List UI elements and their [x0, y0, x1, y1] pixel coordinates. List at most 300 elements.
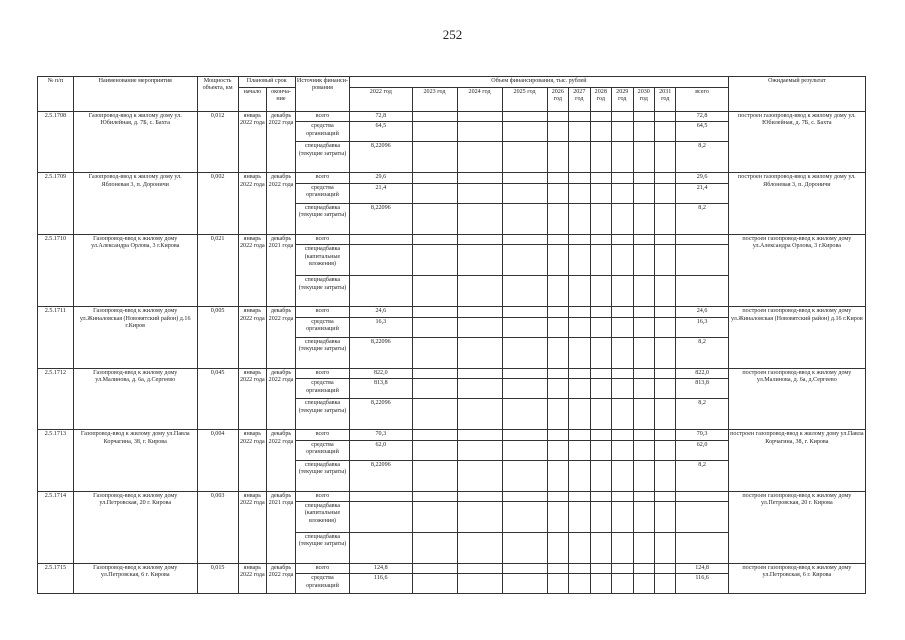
event-name: Газопровод-ввод к жилому дому ул. Юбилейная, д. 7Б, с. Бахта — [73, 112, 197, 173]
event-name: Газопровод-ввод к жилому дому ул.Жиналовская (Нововятский район) д.16 г.Киров — [73, 307, 197, 368]
expected-result: построен газопровод-ввод к жилому дому ул.Жиналовская (Нововятский район) д.16 г.Киров — [728, 307, 865, 368]
amount-cell — [457, 563, 502, 573]
table-row — [38, 430, 866, 440]
term-start: январь 2022 года — [238, 112, 267, 173]
amount-cell — [590, 379, 611, 399]
event-name: Газопровод-ввод к жилому дому ул.Петровская, 20 г. Кирова — [73, 491, 197, 563]
term-end: декабрь 2022 года — [267, 563, 296, 593]
amount-cell — [412, 440, 457, 460]
amount-cell — [569, 203, 590, 234]
amount-cell — [457, 501, 502, 532]
amount-2022: 70,3 — [350, 430, 412, 440]
amount-cell — [502, 183, 547, 203]
amount-total: 8,2 — [676, 460, 728, 491]
amount-2022: 8,22096 — [350, 337, 412, 368]
row-number: 2.5.1711 — [38, 307, 74, 368]
amount-2022: 116,6 — [350, 574, 412, 594]
amount-total: 72,8 — [676, 112, 728, 122]
amount-cell — [590, 183, 611, 203]
header-year: 2024 год — [457, 88, 502, 112]
amount-cell — [412, 183, 457, 203]
capacity-value: 0,012 — [197, 112, 238, 173]
amount-cell — [457, 460, 502, 491]
amount-total: 29,6 — [676, 173, 728, 183]
table-row — [38, 563, 866, 573]
amount-cell — [502, 440, 547, 460]
funding-source: спецнадбавка (капитальные вложения) — [295, 501, 349, 532]
amount-cell — [633, 430, 654, 440]
amount-cell — [502, 491, 547, 501]
amount-cell — [590, 337, 611, 368]
amount-cell — [412, 532, 457, 563]
amount-cell — [569, 337, 590, 368]
amount-cell — [547, 501, 568, 532]
amount-cell — [633, 122, 654, 142]
amount-total: 8,2 — [676, 203, 728, 234]
header-source: Источник финанси-рования — [295, 77, 349, 112]
amount-cell — [654, 122, 675, 142]
amount-cell — [569, 379, 590, 399]
header-term-end: оконча-ние — [267, 88, 296, 112]
amount-cell — [412, 491, 457, 501]
amount-cell — [457, 430, 502, 440]
amount-cell — [569, 317, 590, 337]
amount-cell — [654, 491, 675, 501]
amount-total: 70,3 — [676, 430, 728, 440]
amount-cell — [412, 276, 457, 307]
amount-cell — [612, 183, 633, 203]
amount-total — [676, 245, 728, 276]
header-capacity: Мощность объекта, км — [197, 77, 238, 112]
amount-cell — [547, 574, 568, 594]
header-year: 2028 год — [590, 88, 611, 112]
amount-cell — [569, 491, 590, 501]
amount-cell — [654, 440, 675, 460]
row-number: 2.5.1714 — [38, 491, 74, 563]
amount-cell — [590, 122, 611, 142]
amount-cell — [590, 112, 611, 122]
funding-source: всего — [295, 234, 349, 244]
amount-cell — [590, 491, 611, 501]
amount-cell — [412, 430, 457, 440]
amount-cell — [633, 379, 654, 399]
amount-2022: 8,22096 — [350, 203, 412, 234]
amount-cell — [633, 173, 654, 183]
row-number: 2.5.1715 — [38, 563, 74, 593]
amount-cell — [569, 501, 590, 532]
capacity-value: 0,002 — [197, 173, 238, 234]
amount-cell — [612, 460, 633, 491]
amount-cell — [654, 460, 675, 491]
amount-cell — [654, 234, 675, 244]
amount-cell — [612, 563, 633, 573]
amount-cell — [457, 574, 502, 594]
amount-cell — [457, 491, 502, 501]
funding-source: спецнадбавка (текущие затраты) — [295, 399, 349, 430]
amount-cell — [457, 203, 502, 234]
header-term-start: начало — [238, 88, 267, 112]
amount-2022: 16,3 — [350, 317, 412, 337]
amount-cell — [590, 460, 611, 491]
amount-cell — [502, 574, 547, 594]
amount-2022: 21,4 — [350, 183, 412, 203]
amount-cell — [457, 173, 502, 183]
funding-source: всего — [295, 430, 349, 440]
amount-cell — [547, 245, 568, 276]
expected-result: построен газопровод-ввод к жилому дому ул.Малинова, д. 6а, д.Сергеево — [728, 368, 865, 429]
amount-2022 — [350, 501, 412, 532]
amount-cell — [569, 399, 590, 430]
funding-source: всего — [295, 368, 349, 378]
amount-cell — [612, 142, 633, 173]
amount-cell — [547, 440, 568, 460]
amount-cell — [547, 203, 568, 234]
amount-2022: 64,5 — [350, 122, 412, 142]
amount-cell — [612, 337, 633, 368]
amount-cell — [654, 574, 675, 594]
amount-total — [676, 501, 728, 532]
funding-source: всего — [295, 563, 349, 573]
amount-cell — [633, 563, 654, 573]
amount-2022: 62,0 — [350, 440, 412, 460]
amount-cell — [412, 379, 457, 399]
amount-cell — [547, 430, 568, 440]
table-row — [38, 173, 866, 183]
amount-cell — [612, 234, 633, 244]
amount-cell — [569, 112, 590, 122]
amount-cell — [547, 399, 568, 430]
amount-cell — [633, 276, 654, 307]
amount-cell — [654, 317, 675, 337]
header-year: 2022 год — [350, 88, 412, 112]
amount-cell — [654, 112, 675, 122]
amount-cell — [502, 122, 547, 142]
header-funding: Объем финансирования, тыс. рублей — [350, 77, 729, 88]
header-total: всего — [676, 88, 728, 112]
amount-cell — [502, 563, 547, 573]
amount-total — [676, 491, 728, 501]
amount-cell — [547, 183, 568, 203]
term-start: январь 2022 года — [238, 430, 267, 491]
funding-source: всего — [295, 307, 349, 317]
amount-cell — [590, 234, 611, 244]
amount-cell — [612, 430, 633, 440]
amount-cell — [654, 379, 675, 399]
amount-cell — [612, 112, 633, 122]
amount-cell — [633, 317, 654, 337]
amount-cell — [590, 276, 611, 307]
amount-cell — [612, 368, 633, 378]
amount-cell — [547, 142, 568, 173]
amount-cell — [457, 337, 502, 368]
amount-cell — [547, 491, 568, 501]
amount-cell — [569, 307, 590, 317]
amount-cell — [502, 203, 547, 234]
event-name: Газопровод-ввод к жилому дому ул.Павла Корчагина, 38, г. Кирова — [73, 430, 197, 491]
amount-cell — [612, 317, 633, 337]
expected-result: построен газопровод-ввод к жилому дому ул.Петровская, 20 г. Кирова — [728, 491, 865, 563]
amount-cell — [502, 399, 547, 430]
funding-source: средства организаций — [295, 317, 349, 337]
amount-cell — [612, 122, 633, 142]
funding-source: всего — [295, 112, 349, 122]
amount-total: 124,8 — [676, 563, 728, 573]
amount-2022: 124,8 — [350, 563, 412, 573]
event-name: Газопровод-ввод к жилому дому ул.Александра Орлова, 3 г.Кирова — [73, 234, 197, 306]
amount-cell — [457, 245, 502, 276]
capacity-value: 0,005 — [197, 307, 238, 368]
term-start: январь 2022 года — [238, 563, 267, 593]
amount-cell — [412, 245, 457, 276]
amount-cell — [654, 276, 675, 307]
amount-cell — [654, 532, 675, 563]
term-end: декабрь 2021 года — [267, 491, 296, 563]
event-name: Газопровод-ввод к жилому дому ул. Яблоневая 3, п. Дороничи — [73, 173, 197, 234]
term-end: декабрь 2022 года — [267, 112, 296, 173]
amount-total: 822,0 — [676, 368, 728, 378]
amount-cell — [654, 183, 675, 203]
amount-cell — [569, 276, 590, 307]
amount-cell — [612, 440, 633, 460]
table-row — [38, 491, 866, 501]
amount-cell — [547, 368, 568, 378]
amount-cell — [412, 234, 457, 244]
row-number: 2.5.1709 — [38, 173, 74, 234]
amount-cell — [412, 501, 457, 532]
amount-2022 — [350, 234, 412, 244]
amount-cell — [457, 317, 502, 337]
amount-cell — [569, 183, 590, 203]
amount-cell — [547, 234, 568, 244]
funding-source: средства организаций — [295, 440, 349, 460]
event-name: Газопровод-ввод к жилому дому ул.Малинова, д. 6а, д.Сергеево — [73, 368, 197, 429]
amount-cell — [633, 491, 654, 501]
term-start: январь 2022 года — [238, 307, 267, 368]
row-number: 2.5.1713 — [38, 430, 74, 491]
term-start: январь 2022 года — [238, 173, 267, 234]
amount-cell — [412, 399, 457, 430]
funding-source: средства организаций — [295, 379, 349, 399]
amount-cell — [590, 532, 611, 563]
amount-cell — [457, 399, 502, 430]
header-num: № п/п — [38, 77, 74, 112]
term-end: декабрь 2022 года — [267, 430, 296, 491]
amount-cell — [612, 501, 633, 532]
amount-cell — [412, 368, 457, 378]
amount-cell — [502, 317, 547, 337]
amount-cell — [547, 337, 568, 368]
term-end: декабрь 2022 года — [267, 307, 296, 368]
amount-cell — [412, 574, 457, 594]
amount-cell — [502, 245, 547, 276]
amount-cell — [547, 563, 568, 573]
row-number: 2.5.1710 — [38, 234, 74, 306]
amount-cell — [547, 173, 568, 183]
amount-cell — [633, 245, 654, 276]
funding-table — [37, 76, 866, 594]
amount-cell — [502, 368, 547, 378]
amount-2022 — [350, 532, 412, 563]
amount-cell — [547, 317, 568, 337]
expected-result: построен газопровод-ввод к жилому дому ул. Яблоневая 3, п. Дороничи — [728, 173, 865, 234]
amount-2022: 29,6 — [350, 173, 412, 183]
amount-cell — [547, 122, 568, 142]
amount-cell — [412, 307, 457, 317]
amount-cell — [502, 460, 547, 491]
amount-cell — [457, 142, 502, 173]
amount-total: 62,0 — [676, 440, 728, 460]
amount-cell — [654, 142, 675, 173]
amount-cell — [502, 307, 547, 317]
amount-cell — [547, 276, 568, 307]
funding-source: спецнадбавка (текущие затраты) — [295, 203, 349, 234]
amount-cell — [633, 532, 654, 563]
amount-cell — [569, 430, 590, 440]
amount-cell — [654, 337, 675, 368]
header-year: 2031 год — [654, 88, 675, 112]
amount-cell — [412, 337, 457, 368]
table-row — [38, 112, 866, 122]
amount-cell — [612, 307, 633, 317]
amount-cell — [612, 532, 633, 563]
funding-source: спецнадбавка (текущие затраты) — [295, 532, 349, 563]
funding-source: всего — [295, 491, 349, 501]
amount-cell — [633, 337, 654, 368]
amount-2022 — [350, 245, 412, 276]
amount-cell — [457, 532, 502, 563]
amount-cell — [590, 245, 611, 276]
amount-cell — [612, 203, 633, 234]
amount-cell — [633, 501, 654, 532]
amount-cell — [457, 122, 502, 142]
amount-cell — [633, 142, 654, 173]
amount-cell — [590, 142, 611, 173]
amount-cell — [502, 532, 547, 563]
header-year: 2030 год — [633, 88, 654, 112]
expected-result: построен газопровод-ввод к жилому дому ул. Юбилейная, д. 7Б, с. Бахта — [728, 112, 865, 173]
term-end: декабрь 2022 года — [267, 368, 296, 429]
header-name: Наименование мероприятия — [73, 77, 197, 112]
amount-cell — [457, 307, 502, 317]
amount-cell — [412, 173, 457, 183]
amount-cell — [569, 173, 590, 183]
amount-cell — [502, 112, 547, 122]
amount-total: 8,2 — [676, 142, 728, 173]
amount-total: 24,6 — [676, 307, 728, 317]
table-row — [38, 368, 866, 378]
amount-cell — [502, 234, 547, 244]
header-year: 2025 год — [502, 88, 547, 112]
table-row — [38, 307, 866, 317]
amount-cell — [547, 112, 568, 122]
amount-cell — [654, 245, 675, 276]
amount-cell — [412, 112, 457, 122]
amount-cell — [412, 203, 457, 234]
amount-cell — [502, 337, 547, 368]
header-term: Плановый срок — [238, 77, 295, 88]
funding-source: средства организаций — [295, 122, 349, 142]
header-year: 2026 год — [547, 88, 568, 112]
header-year: 2023 год — [412, 88, 457, 112]
amount-cell — [457, 234, 502, 244]
capacity-value: 0,003 — [197, 491, 238, 563]
funding-source: средства организаций — [295, 183, 349, 203]
term-end: декабрь 2021 года — [267, 234, 296, 306]
page-number: 252 — [442, 27, 463, 42]
header-year: 2027 год — [569, 88, 590, 112]
term-start: январь 2022 года — [238, 491, 267, 563]
amount-cell — [633, 183, 654, 203]
amount-total — [676, 234, 728, 244]
table-body — [38, 112, 866, 594]
amount-cell — [569, 122, 590, 142]
amount-cell — [590, 501, 611, 532]
amount-total: 64,5 — [676, 122, 728, 142]
row-number: 2.5.1712 — [38, 368, 74, 429]
amount-cell — [590, 574, 611, 594]
amount-cell — [612, 399, 633, 430]
expected-result: построен газопровод-ввод к жилому дому ул.Петровская, 6 г. Кирова — [728, 563, 865, 593]
amount-cell — [654, 501, 675, 532]
amount-cell — [412, 460, 457, 491]
amount-cell — [457, 183, 502, 203]
amount-cell — [502, 276, 547, 307]
expected-result: построен газопровод-ввод к жилому дому ул.Александра Орлова, 3 г.Кирова — [728, 234, 865, 306]
amount-cell — [569, 234, 590, 244]
amount-cell — [590, 440, 611, 460]
amount-cell — [412, 563, 457, 573]
amount-cell — [569, 460, 590, 491]
amount-2022 — [350, 491, 412, 501]
funding-source: спецнадбавка (текущие затраты) — [295, 460, 349, 491]
amount-cell — [654, 563, 675, 573]
amount-2022: 813,8 — [350, 379, 412, 399]
amount-cell — [412, 317, 457, 337]
term-start: январь 2022 года — [238, 234, 267, 306]
funding-source: средства организаций — [295, 574, 349, 594]
amount-cell — [502, 142, 547, 173]
amount-cell — [633, 307, 654, 317]
row-number: 2.5.1708 — [38, 112, 74, 173]
amount-cell — [633, 399, 654, 430]
amount-cell — [590, 317, 611, 337]
amount-cell — [590, 368, 611, 378]
amount-cell — [590, 563, 611, 573]
amount-cell — [612, 379, 633, 399]
amount-total: 8,2 — [676, 399, 728, 430]
amount-cell — [502, 501, 547, 532]
amount-cell — [569, 440, 590, 460]
amount-cell — [569, 574, 590, 594]
header-result: Ожидаемый результат — [728, 77, 865, 112]
amount-total: 813,8 — [676, 379, 728, 399]
amount-cell — [654, 307, 675, 317]
amount-cell — [457, 368, 502, 378]
amount-cell — [590, 399, 611, 430]
amount-2022: 822,0 — [350, 368, 412, 378]
amount-cell — [412, 142, 457, 173]
amount-cell — [590, 173, 611, 183]
amount-total: 8,2 — [676, 337, 728, 368]
amount-cell — [569, 563, 590, 573]
amount-cell — [502, 379, 547, 399]
amount-2022: 8,22096 — [350, 460, 412, 491]
amount-cell — [547, 532, 568, 563]
amount-2022: 8,22096 — [350, 399, 412, 430]
amount-2022: 8,22096 — [350, 142, 412, 173]
amount-cell — [633, 440, 654, 460]
table-row — [38, 234, 866, 244]
